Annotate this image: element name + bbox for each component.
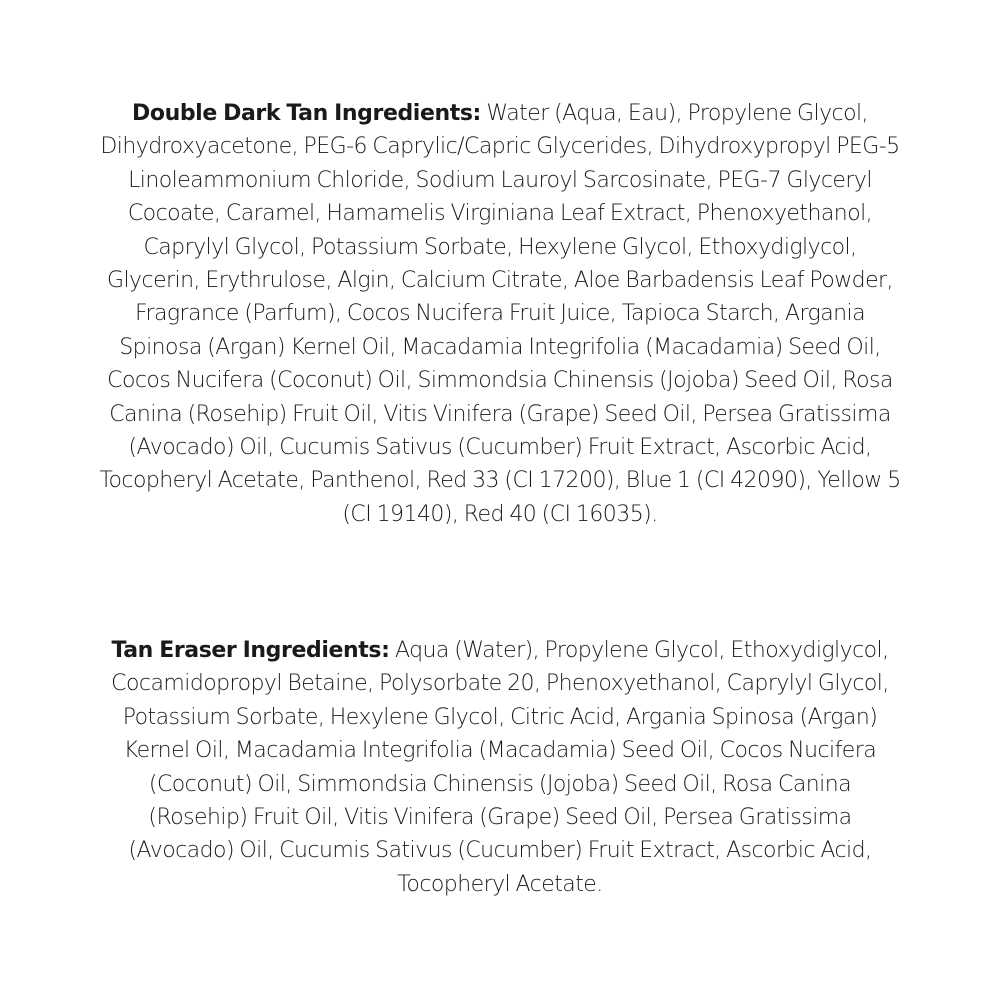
tan-eraser-ingredients — [98, 634, 902, 901]
tan-eraser-ingredient-list: Aqua (Water), Propylene Glycol, Ethoxydiglycol, Cocamidopropyl Betaine, Polysorbate 20, Phenoxyethanol, Caprylyl Glycol, Potassium Sorbate, Hexylene Glycol, Citric Acid, Argania Spinosa (Argan) Kernel Oil, Macadamia Integrifolia (Macadamia) Seed Oil, Cocos Nucifera (Coconut) Oil, Simmondsia Chinensis (Jojoba) Seed Oil, Rosa Canina (Rosehip) Fruit Oil, Vitis Vinifera (Grape) Seed Oil, Persea Gratissima (Avocado) Oil, Cucumis Sativus (Cucumber) Fruit Extract, Ascorbic Acid, Tocopheryl Acetate. — [111, 638, 889, 897]
tan-eraser-heading: Tan Eraser Ingredients: — [111, 638, 390, 663]
double-dark-tan-heading: Double Dark Tan Ingredients: — [132, 101, 481, 126]
double-dark-tan-ingredient-list: Water (Aqua, Eau), Propylene Glycol, Dihydroxyacetone, PEG-6 Caprylic/Capric Glycerides, Dihydroxypropyl PEG-5 Linoleammonium Chloride, Sodium Lauroyl Sarcosinate, PEG-7 Glyceryl Cocoate, Caramel, Hamamelis Virginiana Leaf Extract, Phenoxyethanol, Caprylyl Glycol, Potassium Sorbate, Hexylene Glycol, Ethoxydiglycol, Glycerin, Erythrulose, Algin, Calcium Citrate, Aloe Barbadensis Leaf Powder, Fragrance (Parfum), Cocos Nucifera Fruit Juice, Tapioca Starch, Argania Spinosa (Argan) Kernel Oil, Macadamia Integrifolia (Macadamia) Seed Oil, Cocos Nucifera (Coconut) Oil, Simmondsia Chinensis (Jojoba) Seed Oil, Rosa Canina (Rosehip) Fruit Oil, Vitis Vinifera (Grape) Seed Oil, Persea Gratissima (Avocado) Oil, Cucumis Sativus (Cucumber) Fruit Extract, Ascorbic Acid, Tocopheryl Acetate, Panthenol, Red 33 (CI 17200), Blue 1 (CI 42090), Yellow 5 (CI 19140), Red 40 (CI 16035). — [99, 101, 901, 527]
double-dark-tan-ingredients — [98, 97, 902, 531]
